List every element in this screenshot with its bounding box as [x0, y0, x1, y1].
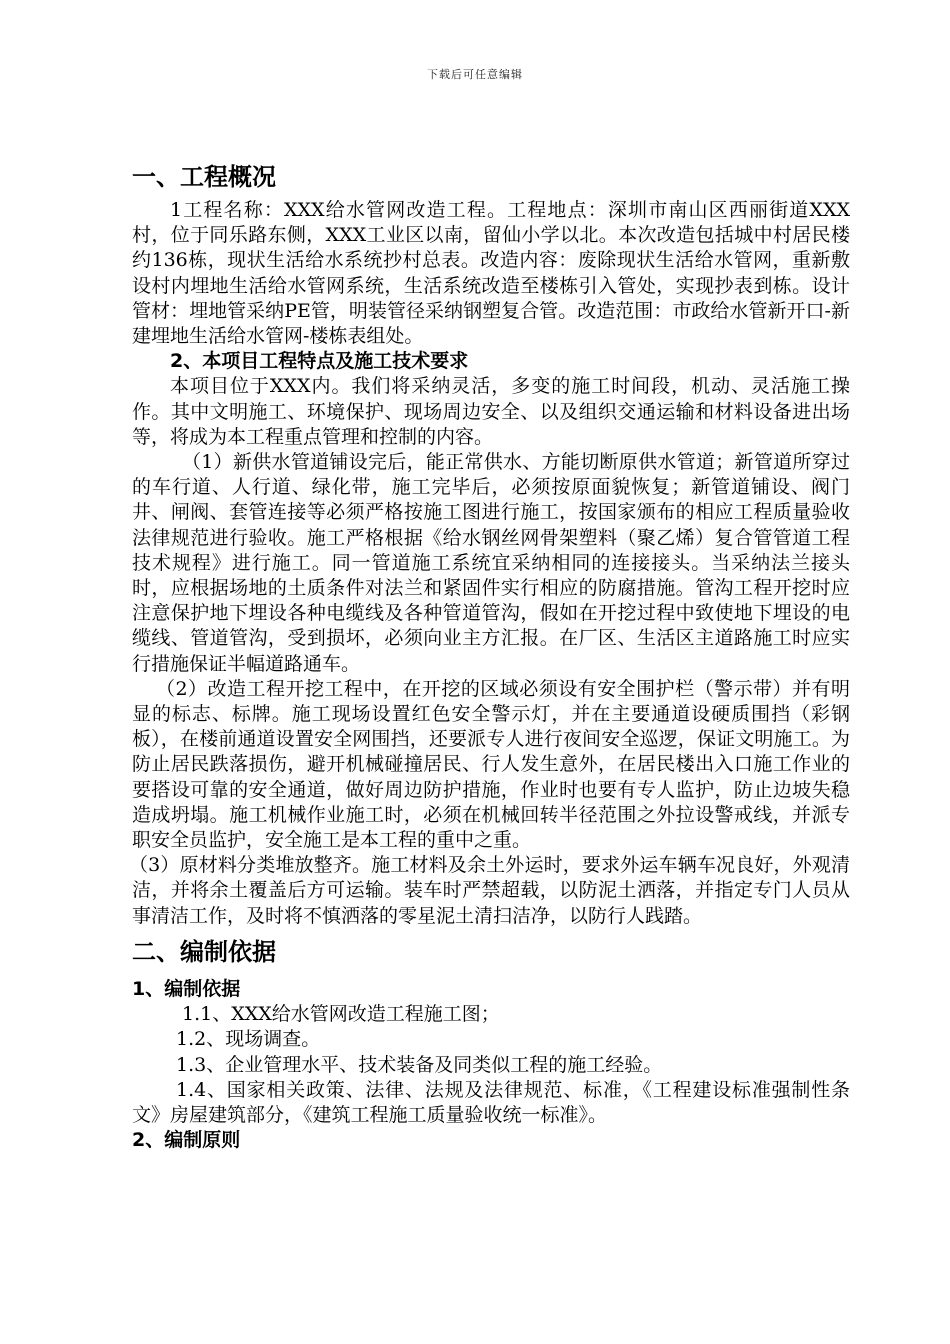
- subsection-title-features: 2、本项目工程特点及施工技术要求: [170, 350, 469, 373]
- paragraph-item-2: （2）改造工程开挖工程中，在开挖的区域必须设有安全围护栏（警示带）并有明显的标志、标牌。施工现场设置红色安全警示灯，并在主要通道设硬质围挡（彩钢板），在楼前通道设置安全网围挡，还要派专人进行夜间安全巡逻，保证文明施工。为防止居民跌落损伤，避开机械碰撞居民、行人发生意外，在居民楼出入口施工作业的要搭设可靠的安全通道，做好周边防护措施，作业时也要有专人监护，防止边坡失稳造成坍塌。施工机械作业施工时，必须在机械回转半径范围之外拉设警戒线，并派专职安全员监护，安全施工是本工程的重中之重。: [132, 677, 850, 852]
- list-item: 1.2、现场调查。: [176, 1028, 321, 1051]
- page-header: 下载后可任意编辑: [427, 68, 523, 81]
- subsection-title-principles: 2、编制原则: [132, 1129, 241, 1152]
- paragraph-item-1: （1）新供水管道铺设完后，能正常供水、方能切断原供水管道；新管道所穿过的车行道、人行道、绿化带，施工完毕后，必须按原面貌恢复；新管道铺设、阀门井、闸阀、套管连接等必须严格按施工图进行施工，按国家颁布的相应工程质量验收法律规范进行验收。施工严格根据《给水钢丝网骨架塑料（聚乙烯）复合管管道工程技术规程》进行施工。同一管道施工系统宜采纳相同的连接接头。当采纳法兰接头时，应根据场地的土质条件对法兰和紧固件实行相应的防腐措施。管沟工程开挖时应注意保护地下埋设各种电缆线及各种管道管沟，假如在开挖过程中致使地下埋设的电缆线、管道管沟，受到损坏，必须向业主方汇报。在厂区、生活区主道路施工时应实行措施保证半幅道路通车。: [132, 451, 850, 675]
- paragraph-item-3: （3）原材料分类堆放整齐。施工材料及余土外运时，要求外运车辆车况良好，外观清洁，并将余土覆盖后方可运输。装车时严禁超载，以防泥土洒落，并指定专门人员从事清洁工作，及时将不慎洒落的零星泥土清扫洁净，以防行人践踏。: [129, 854, 850, 927]
- section-title-basis: 二、编制依据: [132, 937, 276, 966]
- list-item: 1.4、国家相关政策、法律、法规及法律规范、标准，《工程建设标准强制性条文》房屋建筑部分，《建筑工程施工质量验收统一标准》。: [132, 1078, 850, 1126]
- paragraph-project-info: 1工程名称：XXX给水管网改造工程。工程地点：深圳市南山区西丽街道XXX村，位于同乐路东侧，XXX工业区以南，留仙小学以北。本次改造包括城中村居民楼约136栋，现状生活给水系统抄村总表。改造内容：废除现状生活给水管网，重新敷设村内埋地生活给水管网系统，生活系统改造至楼栋引入管处，实现抄表到栋。设计管材：埋地管采纳PE管，明装管径采纳钢塑复合管。改造范围：市政给水管新开口-新建埋地生活给水管网-楼栋表组处。: [132, 199, 850, 348]
- paragraph-location: 本项目位于XXX内。我们将采纳灵活，多变的施工时间段，机动、灵活施工操作。其中文明施工、环境保护、现场周边安全、以及组织交通运输和材料设备进出场等，将成为本工程重点管理和控制的内容。: [132, 375, 850, 448]
- list-item: 1.3、企业管理水平、技术装备及同类似工程的施工经验。: [176, 1053, 663, 1076]
- document-body: [129, 160, 850, 1153]
- basis-list: [132, 1002, 850, 1128]
- list-item: 1.1、XXX给水管网改造工程施工图；: [182, 1003, 500, 1026]
- subsection-title-basis: 1、编制依据: [132, 977, 241, 1000]
- section-title-overview: 一、工程概况: [132, 163, 276, 191]
